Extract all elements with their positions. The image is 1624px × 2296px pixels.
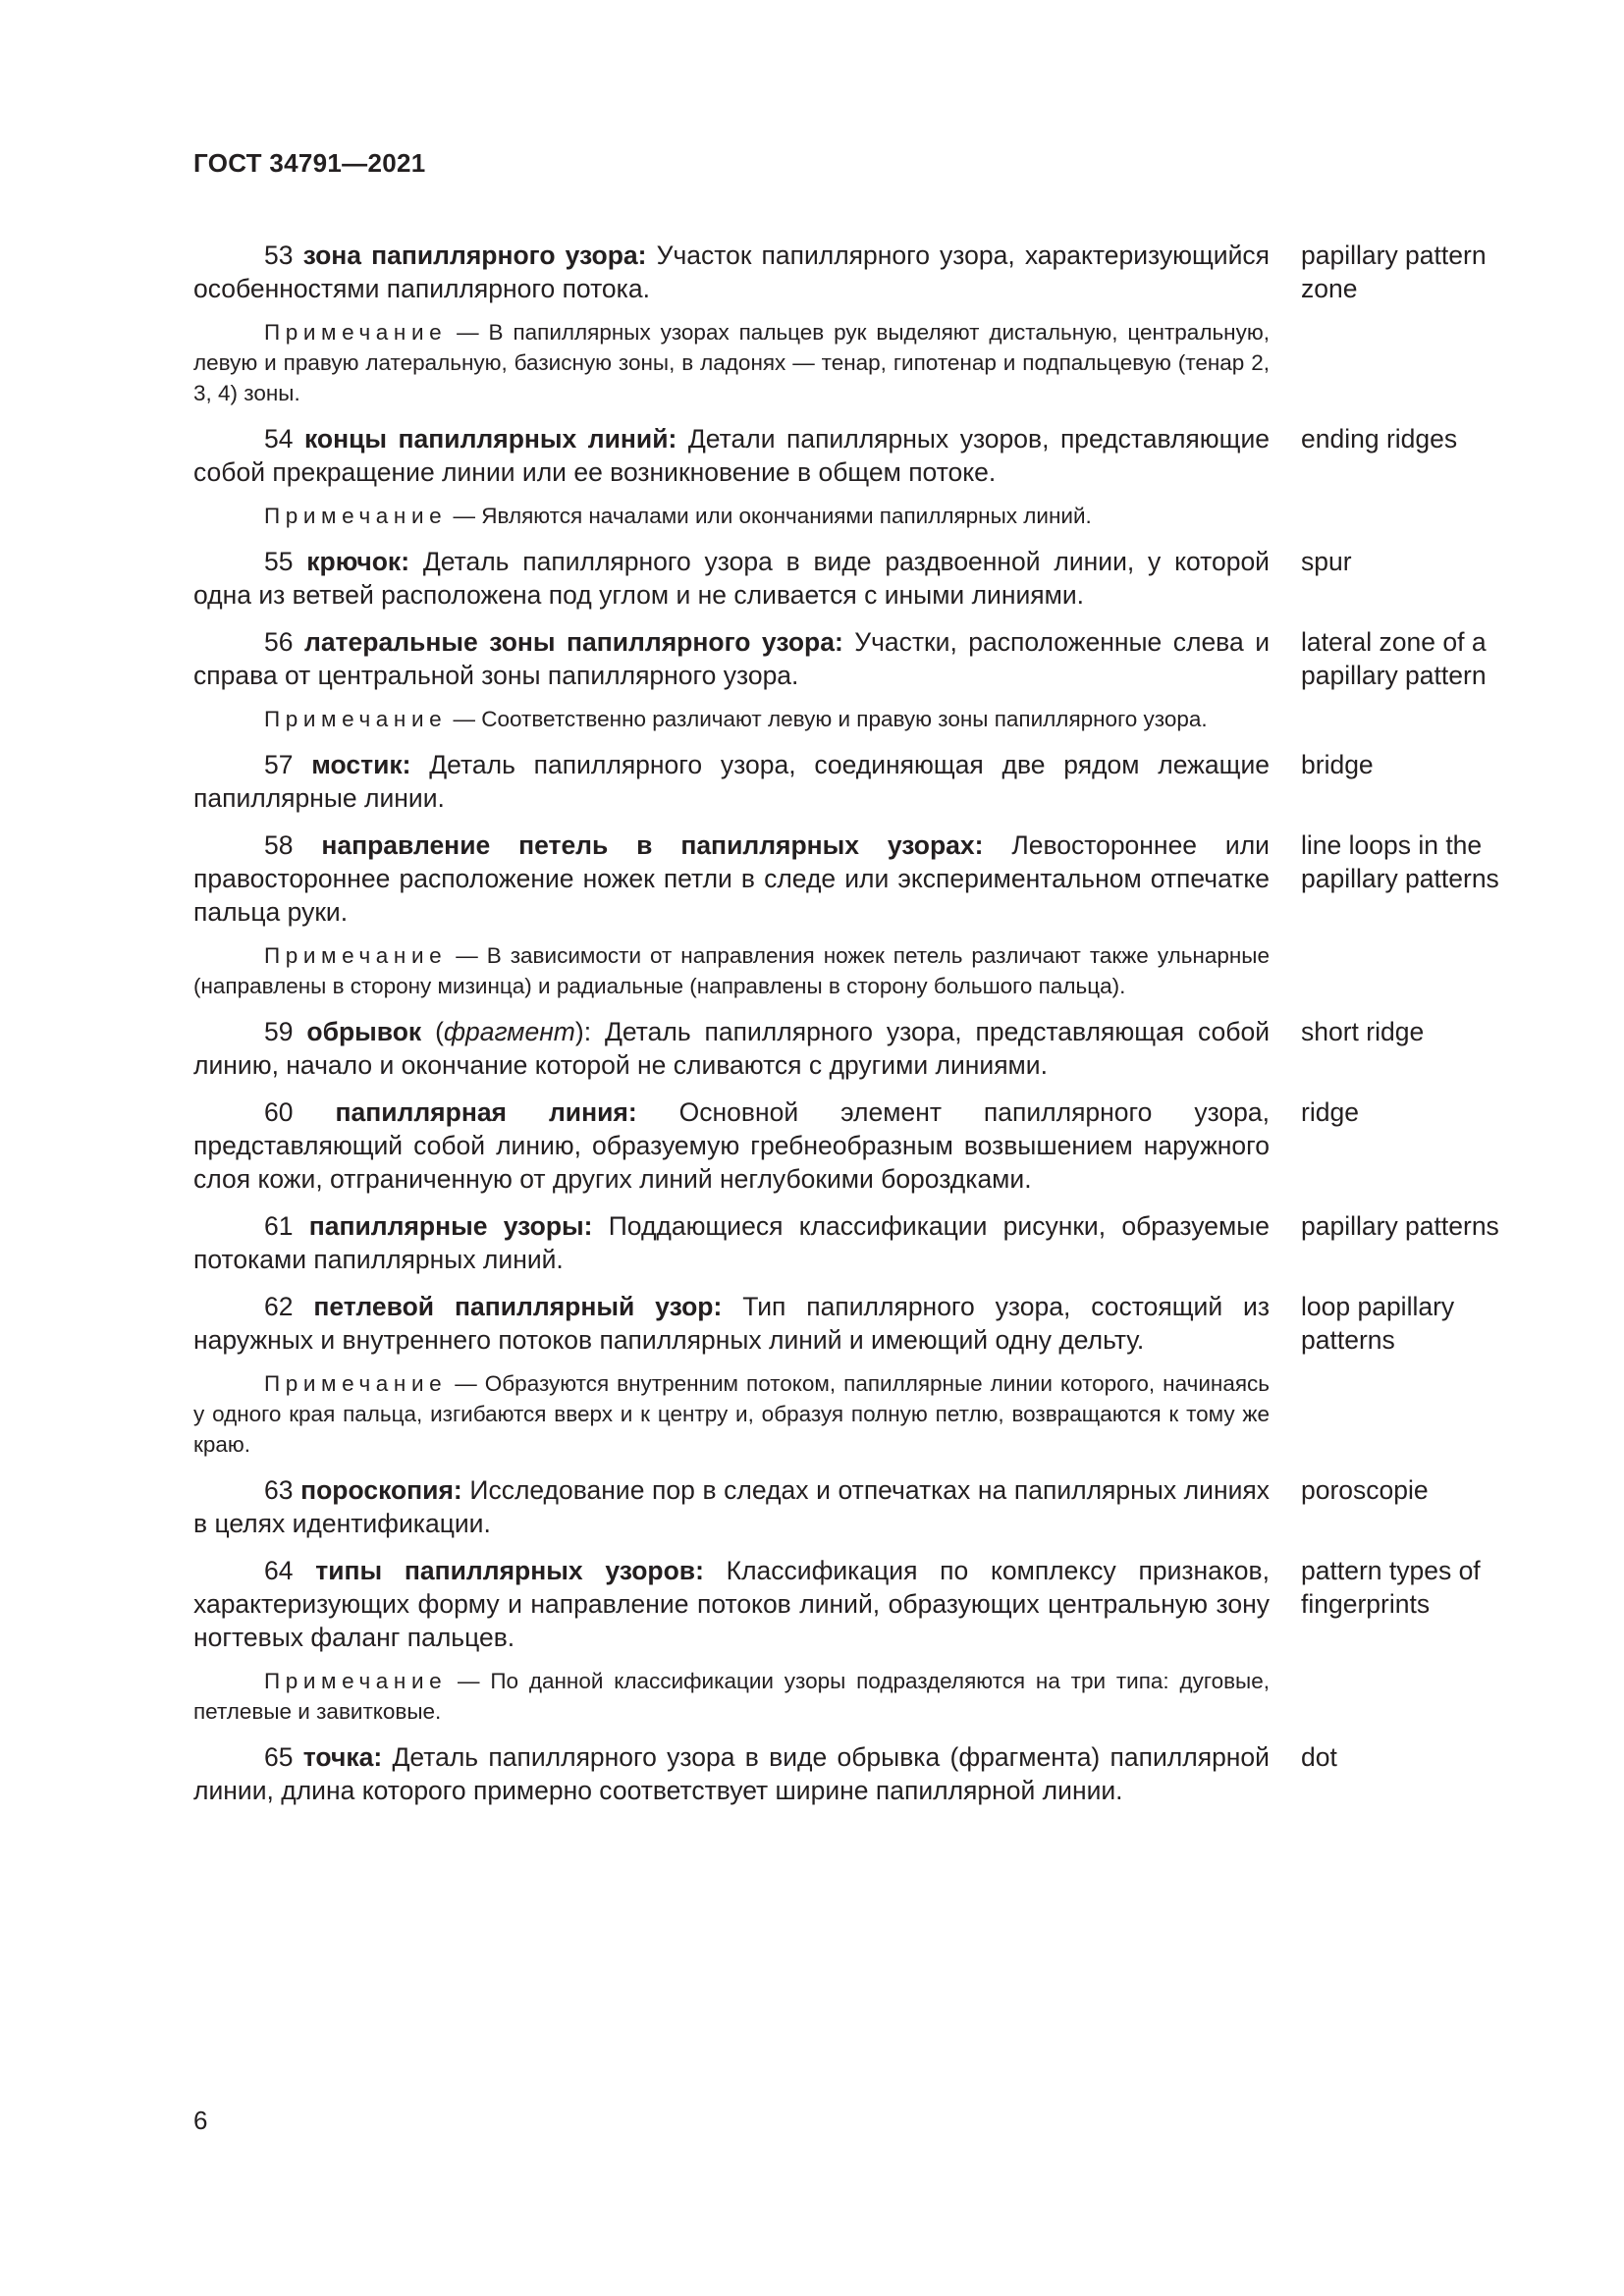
term-definition: Тип папиллярного узора, состоящий из наружных и внутреннего потоков папиллярных линий и имеющий одну дельту. (193, 1292, 1270, 1355)
term-name: точка: (302, 1742, 383, 1772)
term-definition: Деталь папиллярного узора в виде обрывка (фрагмента) папиллярной линии, длина которого примерно соответствует ширине папиллярной линии. (193, 1742, 1270, 1805)
term-entry (193, 422, 1529, 489)
term-definition-block (193, 828, 1270, 929)
term-number: 57 (264, 750, 294, 779)
term-name: направление петель в папиллярных узорах: (321, 830, 984, 860)
term-entry (193, 1015, 1529, 1082)
note-text: В зависимости от направления ножек петель различают также ульнарные (направлены в сторону мизинца) и радиальные (направлены в сторону большого пальца). (193, 943, 1270, 998)
term-definition-block (193, 1473, 1270, 1540)
term-number: 55 (264, 547, 294, 576)
term-definition-block (193, 748, 1270, 815)
term-name: обрывок (306, 1017, 422, 1046)
note-dash: — (458, 1669, 480, 1693)
term-english-equivalent: ridge (1301, 1097, 1359, 1127)
term-english-equivalent: spur (1301, 547, 1352, 576)
term-name: типы папиллярных узоров: (315, 1556, 704, 1585)
term-definition-block (193, 545, 1270, 612)
note-label: Примечание (264, 943, 448, 968)
term-definition-block (193, 1554, 1270, 1654)
term-number: 56 (264, 627, 294, 657)
term-definition: Детали папиллярных узоров, представляющие собой прекращение линии или ее возникновение в общем потоке. (193, 424, 1270, 487)
term-definition-block (193, 1740, 1270, 1807)
term-definition: Деталь папиллярного узора, представляющая собой линию, начало и окончание которой не сливаются с другими линиями. (193, 1017, 1270, 1080)
note-dash: — (457, 320, 479, 345)
term-entry (193, 1554, 1529, 1654)
note-label: Примечание (264, 504, 448, 528)
note-text: В папиллярных узорах пальцев рук выделяют дистальную, центральную, левую и правую латеральную, базисную зоны, в ладонях — тенар, гипотенар и подпальцевую (тенар 2, 3, 4) зоны. (193, 320, 1270, 405)
term-definition-block (193, 1209, 1270, 1276)
note-text: Являются началами или окончаниями папиллярных линий. (481, 504, 1092, 528)
term-english-equivalent: line loops in the papillary patterns (1301, 830, 1499, 893)
term-number: 62 (264, 1292, 294, 1321)
term-entry (193, 239, 1529, 305)
term-definition: Деталь папиллярного узора в виде раздвоенной линии, у которой одна из ветвей расположена под углом и не сливается с иными линиями. (193, 547, 1270, 610)
term-entry (193, 1209, 1529, 1276)
term-entry (193, 828, 1529, 929)
term-number: 54 (264, 424, 294, 454)
term-entry (193, 1473, 1529, 1540)
note-dash: — (456, 943, 478, 968)
term-definition: Поддающиеся классификации рисунки, образуемые потоками папиллярных линий. (193, 1211, 1270, 1274)
term-note (193, 940, 1270, 1001)
term-name: петлевой папиллярный узор: (313, 1292, 723, 1321)
term-english-equivalent: dot (1301, 1742, 1337, 1772)
note-text: Соответственно различают левую и правую зоны папиллярного узора. (481, 707, 1208, 731)
term-name: латеральные зоны папиллярного узора: (303, 627, 843, 657)
note-text: По данной классификации узоры подразделяются на три типа: дуговые, петлевые и завитковые. (193, 1669, 1270, 1724)
term-definition: Участок папиллярного узора, характеризующийся особенностями папиллярного потока. (193, 240, 1270, 303)
note-label: Примечание (264, 707, 448, 731)
term-definition: Деталь папиллярного узора, соединяющая две рядом лежащие папиллярные линии. (193, 750, 1270, 813)
term-definition: Участки, расположенные слева и справа от центральной зоны папиллярного узора. (193, 627, 1270, 690)
term-number: 53 (264, 240, 294, 270)
term-note (193, 1666, 1270, 1727)
term-number: 64 (264, 1556, 294, 1585)
term-definition: Основной элемент папиллярного узора, представляющий собой линию, образуемую гребнеобразным возвышением наружного слоя кожи, отграниченную от других линий неглубокими бороздками. (193, 1097, 1271, 1194)
term-synonym-tail: ): (574, 1017, 592, 1046)
term-number: 58 (264, 830, 294, 860)
term-number: 59 (264, 1017, 294, 1046)
term-entry (193, 625, 1529, 692)
term-number: 65 (264, 1742, 294, 1772)
term-definition: Левостороннее или правостороннее расположение ножек петли в следе или экспериментальном отпечатке пальца руки. (193, 830, 1270, 927)
term-entry (193, 1290, 1529, 1357)
note-dash: — (453, 504, 475, 528)
term-entry (193, 1740, 1529, 1807)
term-definition-block (193, 422, 1270, 489)
term-name: папиллярные узоры: (308, 1211, 593, 1241)
term-note (193, 501, 1270, 531)
term-note (193, 704, 1270, 734)
term-number: 63 (264, 1475, 294, 1505)
term-name: мостик: (311, 750, 411, 779)
term-english-equivalent: lateral zone of a papillary pattern (1301, 627, 1487, 690)
note-label: Примечание (264, 320, 448, 345)
term-number: 61 (264, 1211, 294, 1241)
note-dash: — (453, 707, 475, 731)
term-name: концы папиллярных линий: (304, 424, 677, 454)
term-english-equivalent: loop papillary patterns (1301, 1292, 1455, 1355)
term-english-equivalent: papillary patterns (1301, 1211, 1499, 1241)
note-label: Примечание (264, 1669, 448, 1693)
term-note (193, 317, 1270, 408)
term-number: 60 (264, 1097, 294, 1127)
term-definition: Исследование пор в следах и отпечатках на папиллярных линиях в целях идентификации. (193, 1475, 1270, 1538)
terms-list (193, 239, 1529, 1821)
term-english-equivalent: bridge (1301, 750, 1374, 779)
term-entry (193, 1095, 1529, 1196)
term-name: папиллярная линия: (335, 1097, 637, 1127)
term-definition-block (193, 239, 1270, 305)
term-english-equivalent: poroscopie (1301, 1475, 1429, 1505)
term-definition: Классификация по комплексу признаков, характеризующих форму и направление потоков линий, образующих центральную зону ногтевых фаланг пальцев. (193, 1556, 1270, 1652)
term-definition-block: 59 обрывок (фрагмент): Деталь папиллярного узора, представляющая собой линию, начало и окончание которой не сливаются с другими линиями. (193, 1017, 1270, 1080)
term-synonym: фрагмент (443, 1017, 575, 1046)
term-english-equivalent: papillary pattern zone (1301, 240, 1487, 303)
page-number: 6 (193, 2106, 208, 2135)
term-entry (193, 545, 1529, 612)
note-text: Образуются внутренним потоком, папиллярные линии которого, начинаясь у одного края пальца, изгибаются вверх и к центру и, образуя полную петлю, возвращаются к тому же краю. (193, 1371, 1270, 1457)
term-definition-block (193, 625, 1270, 692)
note-label: Примечание (264, 1371, 448, 1396)
term-entry (193, 748, 1529, 815)
term-english-equivalent: pattern types of fingerprints (1301, 1556, 1481, 1619)
term-name: зона папиллярного узора: (302, 240, 647, 270)
term-definition-block (193, 1290, 1270, 1357)
term-english-equivalent: short ridge (1301, 1017, 1425, 1046)
term-note (193, 1368, 1270, 1460)
term-name: пороскопия: (300, 1475, 462, 1505)
note-dash: — (455, 1371, 477, 1396)
term-english-equivalent: ending ridges (1301, 424, 1458, 454)
term-name: крючок: (306, 547, 410, 576)
term-definition-block (193, 1095, 1270, 1196)
document-header: ГОСТ 34791—2021 (193, 148, 426, 178)
